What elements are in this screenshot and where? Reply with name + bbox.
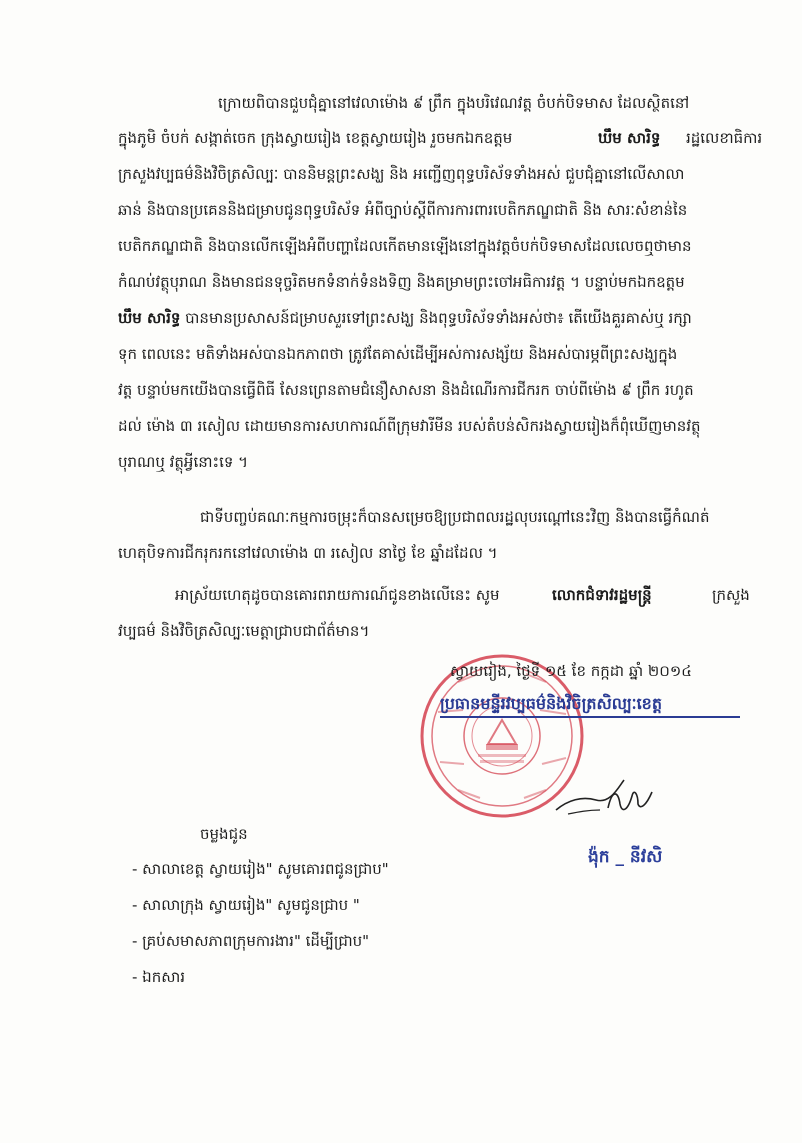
body-line-2-text: ក្នុងភូមិ ចំបក់ សង្កាត់ចេក ក្រុងស្វាយរៀង ខេត្តស្វាយរៀង រួចមកឯកឧត្តម <box>118 129 513 147</box>
cc-title: ចម្លងជូន <box>200 825 248 843</box>
minister-name-1: ឃឹម សារិទ្ធ <box>598 129 661 147</box>
signature-date: ស្វាយរៀង, ថ្ងៃទី ១៥ ខែ កក្កដា ឆ្នាំ ២០១៤ <box>450 662 692 680</box>
minister-role: រដ្ឋលេខាធិការ <box>686 129 763 147</box>
cc-item-3: - គ្រប់សមាសភាពក្រុមការងារ" ដើម្បីជ្រាប" <box>132 932 370 950</box>
body-line-7 <box>118 308 692 328</box>
cc-item-4: - ឯកសារ <box>132 968 186 986</box>
para3-line-2: វប្បធម៌ និងវិចិត្រសិល្បៈមេត្តាជ្រាបជាព័ត៌មាន។ <box>118 622 370 640</box>
signer-title: ប្រធានមន្ទីរវប្បធម៌និងវិចិត្រសិល្បៈខេត្ត <box>440 694 662 713</box>
para2-line-1: ជាទីបញ្ចប់គណៈកម្មការចម្រុះក៏បានសម្រេចឱ្យប្រជាពលរដ្ឋលុបរណ្តៅនេះវិញ និងបានធ្វើកំណត់ <box>200 508 710 526</box>
body-line-11: បុរាណឬ វត្ថុអ្វីនោះទេ ។ <box>118 453 249 471</box>
para2-line-2: ហេតុបិទការជីករុករកនៅវេលាម៉ោង ៣ រសៀល នាថ្ងៃ ខែ ឆ្នាំដដែល ។ <box>118 544 498 562</box>
minister-name-2: ឃឹម សារិទ្ធ <box>118 309 181 327</box>
para3-line-1-end: ក្រសួង <box>712 586 750 604</box>
body-line-1: ក្រោយពិបានជួបជុំគ្នានៅវេលាម៉ោង ៩ ព្រឹក ក្នុងបរិវេណវត្ត ចំបក់បិទមាស ដែលស្ថិតនៅ <box>218 94 690 112</box>
signer-name: ង៉ុក _ នីវសិ <box>588 847 663 867</box>
body-line-10: ដល់ ម៉ោង ៣ រសៀល ដោយមានការសហការណ៍ពីក្រុមវារីមីន របស់តំបន់សិករងស្វាយរៀងក៏ពុំឃើញមានវត្ថុ <box>118 417 701 435</box>
cc-item-2: - សាលាក្រុង ស្វាយរៀង" សូមជូនជ្រាប " <box>132 896 360 914</box>
body-line-6: កំណប់វត្ថុបុរាណ និងមានជនទុច្ចរិតមកទំនាក់ទំនងទិញ និងគម្រាមព្រះចៅអធិការវត្ត ។ បន្ទាប់មកឯកឧត្តម <box>118 273 685 291</box>
body-line-4: ឆាន់ និងបានប្រគេននិងជម្រាបជូនពុទ្ធបរិស័ទ អំពីច្បាប់ស្តីពីការការពារបេតិកភណ្ឌជាតិ និង សារៈសំខាន់នៃ <box>118 201 688 219</box>
handwritten-signature <box>548 770 668 830</box>
cc-item-1: - សាលាខេត្ត ស្វាយរៀង" សូមគោរពជូនជ្រាប" <box>132 860 389 878</box>
recipient-title: លោកជំទាវរដ្ឋមន្ត្រី <box>552 586 652 604</box>
body-line-8: ទុក ពេលនេះ មតិទាំងអស់បានឯកភាពថា ត្រូវតែគាស់ដើម្បីអស់ការសង្ស័យ និងអស់បារម្ភពីព្រះសង្ឃក្នុង <box>118 345 678 363</box>
signer-title-underline <box>440 716 740 718</box>
body-line-7-text: បានមានប្រសាសន៍ជម្រាបសួរទៅព្រះសង្ឃ និងពុទ្ធបរិស័ទទាំងអស់ថា៖ តើយើងគួរគាស់ឬ រក្សា <box>185 309 692 327</box>
body-line-5: បេតិកភណ្ឌជាតិ និងបានលើកឡើងអំពីបញ្ហាដែលកើតមានឡើងនៅក្នុងវត្តចំបក់បិទមាសដែលលេចឮថាមាន <box>118 237 692 255</box>
body-line-9: វត្ត បន្ទាប់មកយើងបានធ្វើពិធី សែនព្រេនតាមជំនឿសាសនា និងដំណើរការជីករក ចាប់ពីម៉ោង ៩ ព្រឹក រហូត <box>118 381 694 399</box>
para3-line-1: អាស្រ័យហេតុដូចបានគោរពរាយការណ៍ជូនខាងលើនេះ សូម <box>175 586 500 604</box>
body-line-3: ក្រសួងវប្បធម៌និងវិចិត្រសិល្បៈ បាននិមន្តព្រះសង្ឃ និង អញ្ជើញពុទ្ធបរិស័ទទាំងអស់ ជួបជុំគ្នានៅលើសាលា <box>118 165 685 183</box>
body-line-2 <box>118 128 512 148</box>
